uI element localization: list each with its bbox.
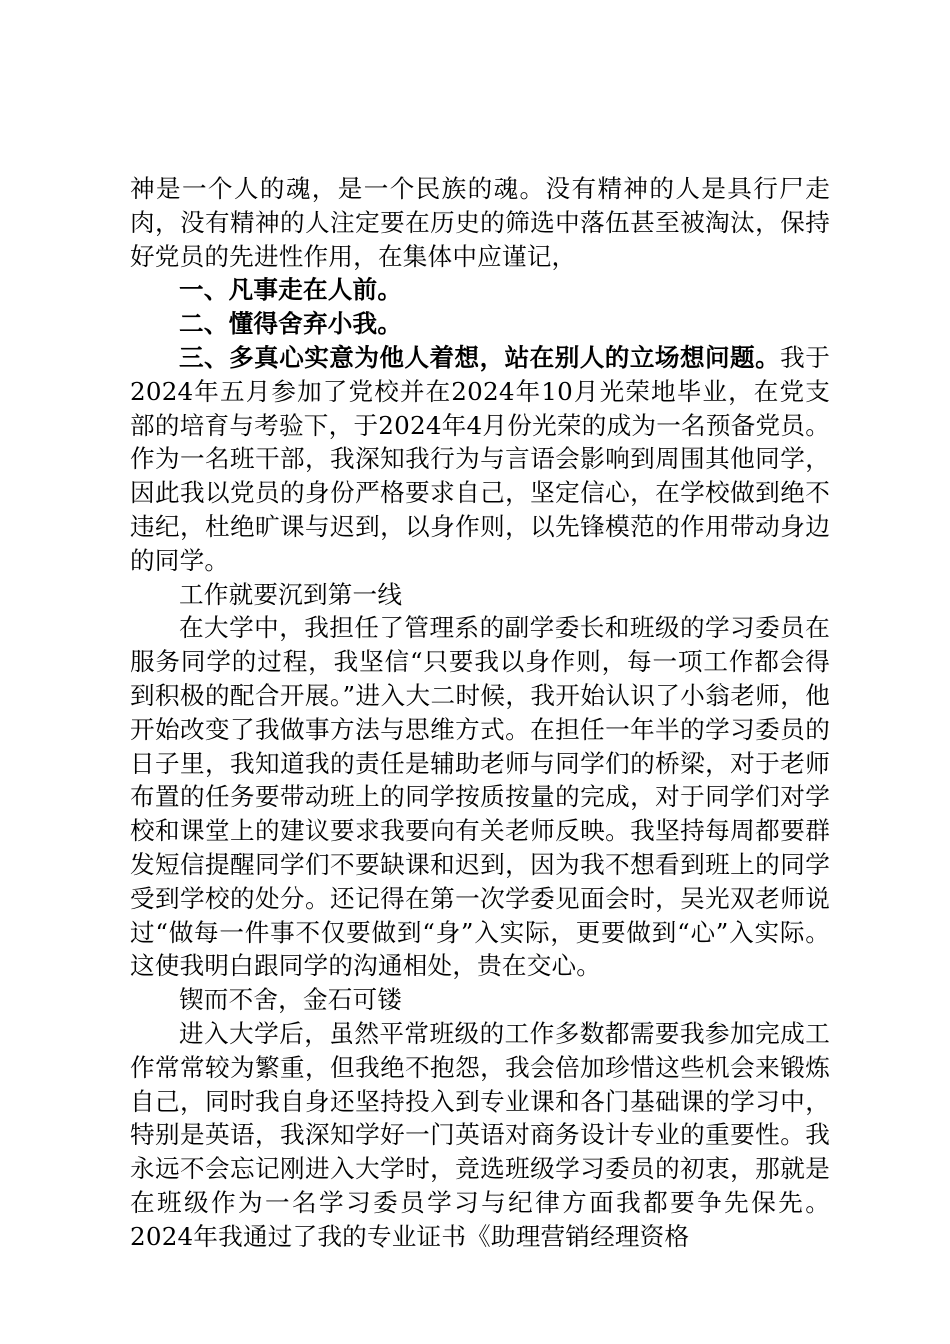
point-two: 二、懂得舍弃小我。 — [179, 309, 403, 339]
study-paragraph: 进入大学后，虽然平常班级的工作多数都需要我参加完成工作常常较为繁重，但我绝不抱怨，我会倍加珍惜这些机会来锻炼自己，同时我自身还坚持投入到专业课和各门基础课的学习中，特别是英语，我深知学好一门英语对商务设计专业的重要性。我永远不会忘记刚进入大学时，竞选班级学习委员的初衷，那就是在班级作为一名学习委员学习与纪律方面我都要争先保先。2024年我通过了我的专业证书《助理营销经理资格 — [130, 1018, 830, 1251]
intro-paragraph: 神是一个人的魂，是一个民族的魂。没有精神的人是具行尸走肉，没有精神的人注定要在历史的筛选中落伍甚至被淘汰，保持好党员的先进性作用，在集体中应谨记， — [130, 174, 830, 271]
point-three-body: 我于2024年五月参加了党校并在2024年10月光荣地毕业，在党支部的培育与考验下，于2024年4月份光荣的成为一名预备党员。作为一名班干部，我深知我行为与言语会影响到周围其他同学，因此我以党员的身份严格要求自己，坚定信心，在学校做到绝不违纪，杜绝旷课与迟到，以身作则，以先锋模范的作用带动身边的同学。 — [130, 342, 830, 575]
section-heading-study: 锲而不舍，金石可镂 — [179, 985, 403, 1015]
section-heading-work: 工作就要沉到第一线 — [179, 579, 403, 609]
point-one: 一、凡事走在人前。 — [179, 275, 403, 305]
work-paragraph: 在大学中，我担任了管理系的副学委长和班级的学习委员在服务同学的过程，我坚信“只要我以身作则，每一项工作都会得到积极的配合开展。”进入大二时候，我开始认识了小翁老师，他开始改变了我做事方法与思维方式。在担任一年半的学习委员的日子里，我知道我的责任是辅助老师与同学们的桥梁，对于老师布置的任务要带动班上的同学按质按量的完成，对于同学们对学校和课堂上的建议要求我要向有关老师反映。我坚持每周都要群发短信提醒同学们不要缺课和迟到，因为我不想看到班上的同学受到学校的处分。还记得在第一次学委见面会时，吴光双老师说过“做每一件事不仅要做到“身”入实际，更要做到“心”入实际。这使我明白跟同学的沟通相处，贵在交心。 — [130, 613, 830, 981]
document-page — [130, 172, 830, 1254]
point-three-paragraph — [130, 341, 830, 578]
point-three-heading: 三、多真心实意为他人着想，站在别人的立场想问题。 — [179, 342, 781, 372]
